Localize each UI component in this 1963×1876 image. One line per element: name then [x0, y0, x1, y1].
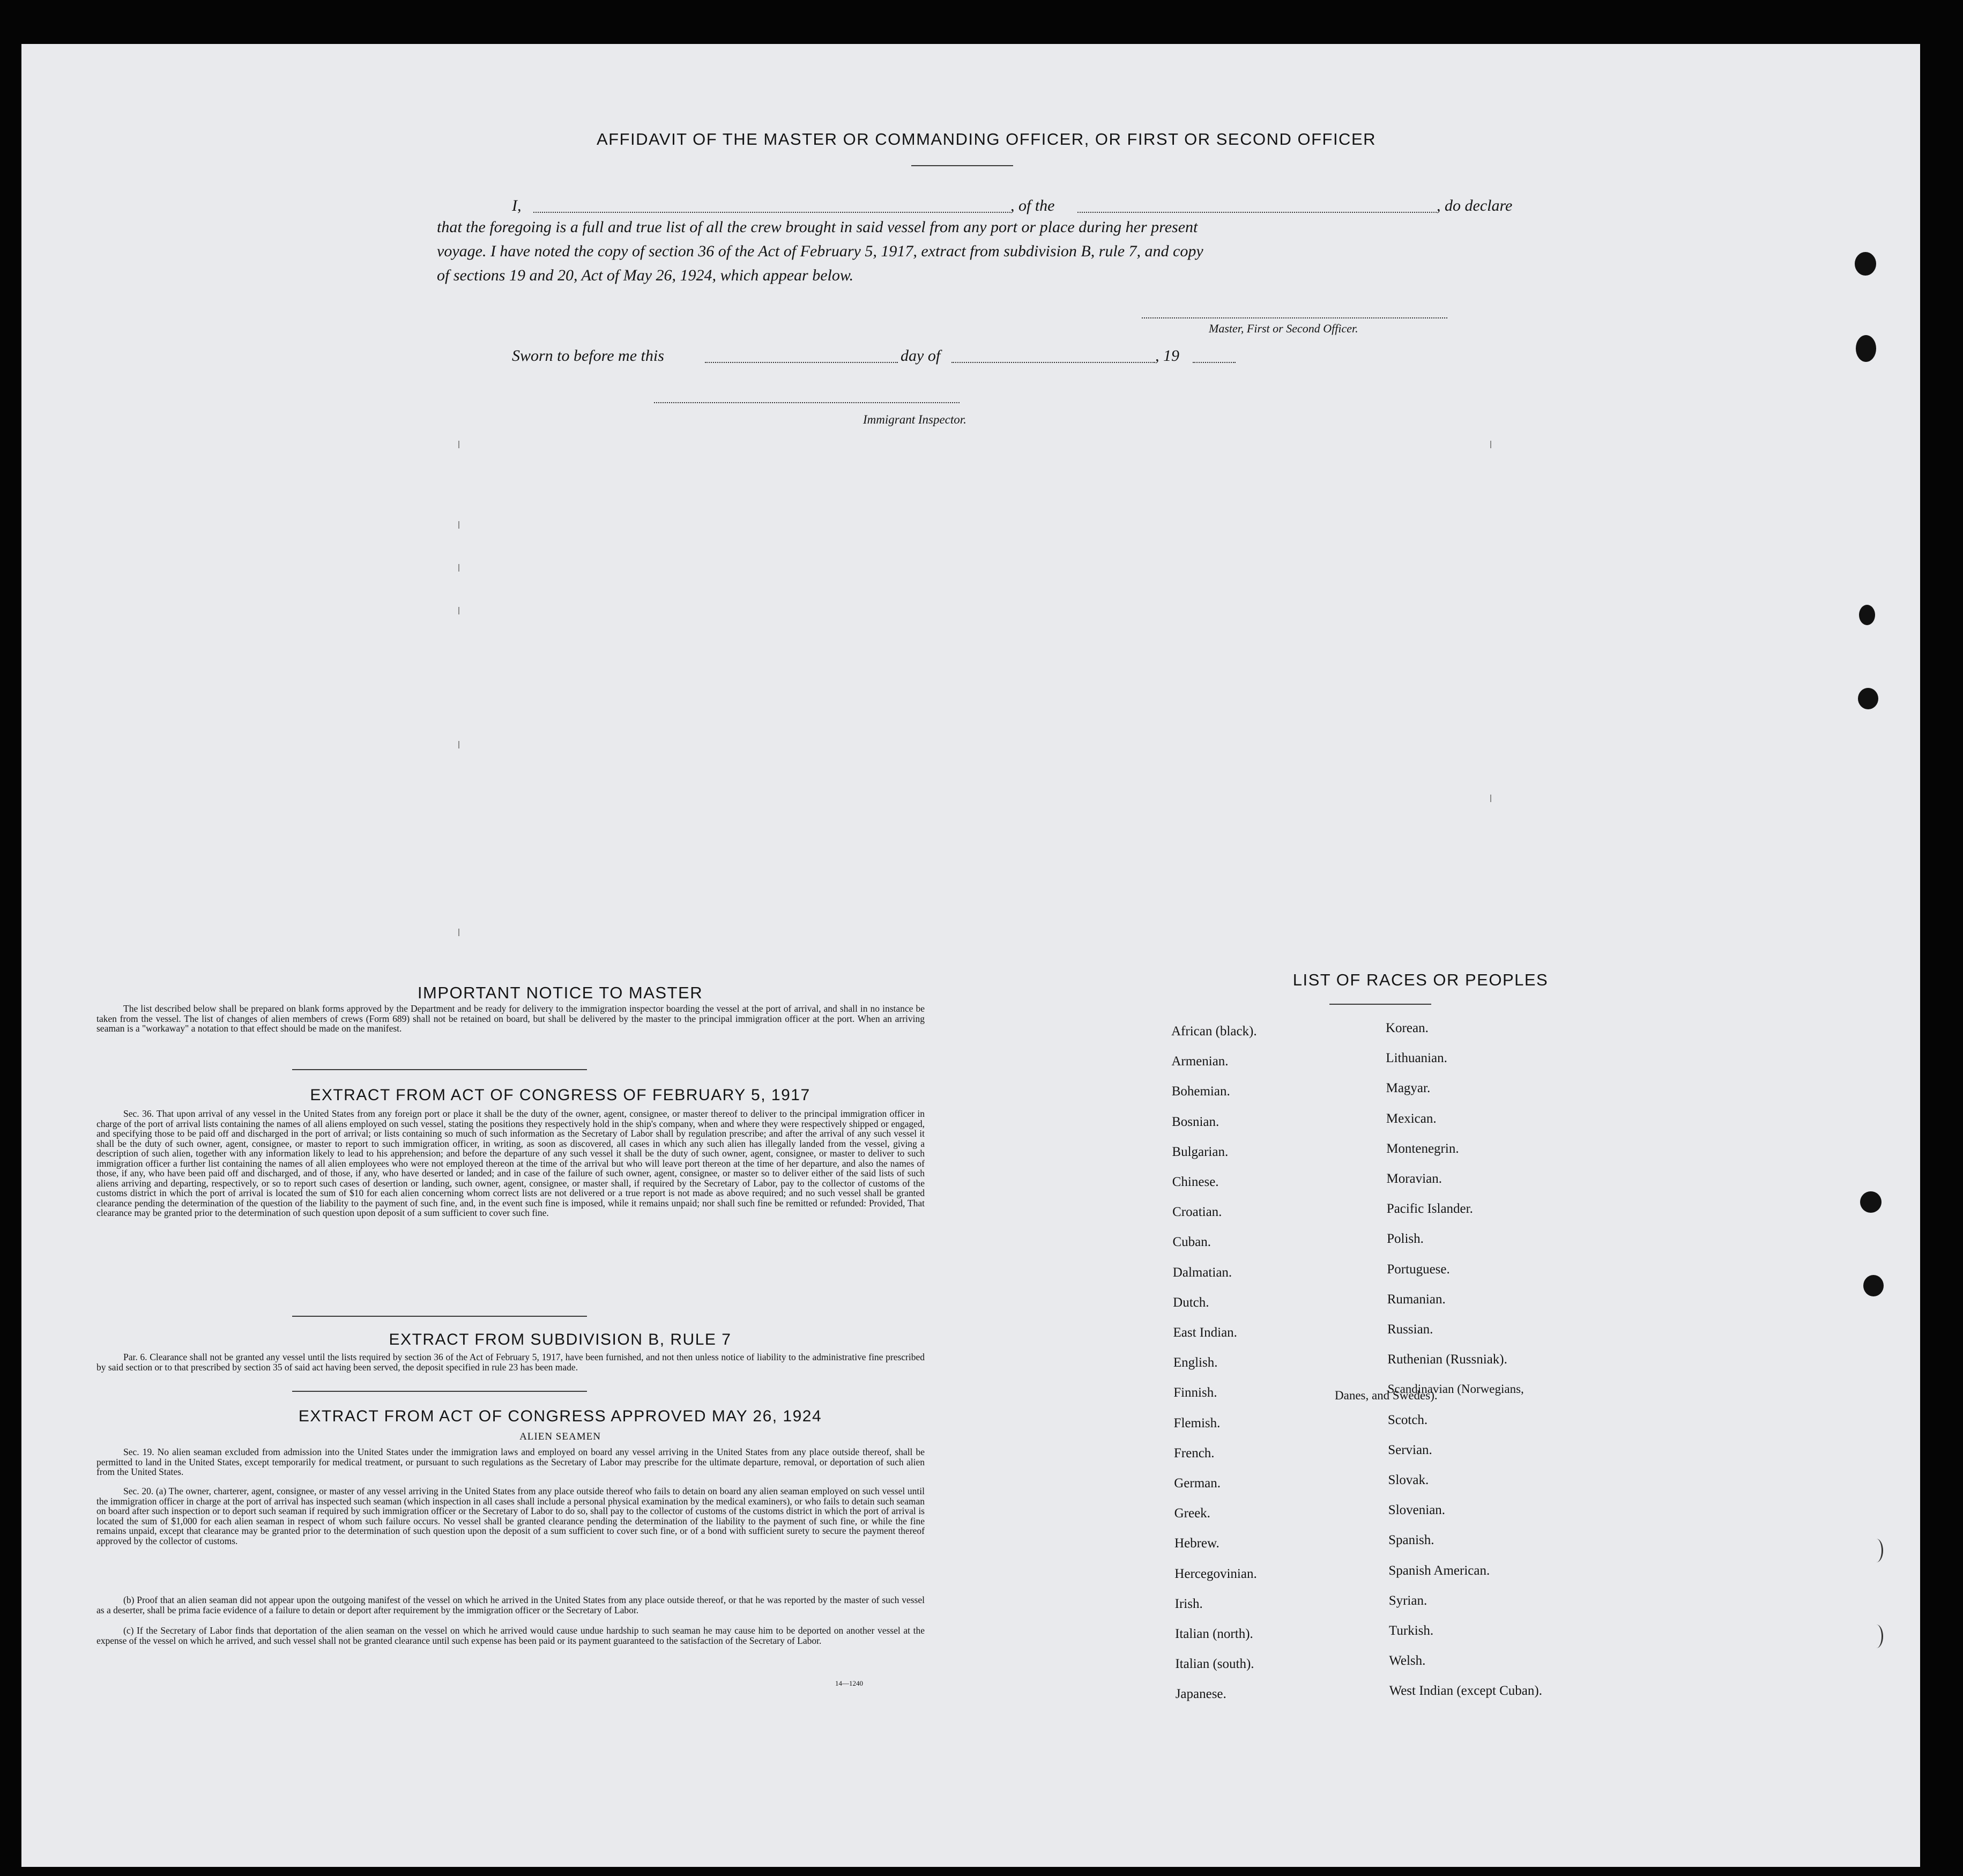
mark	[458, 441, 459, 448]
inspector-signature-field[interactable]	[654, 402, 960, 403]
race-item-left: Dutch.	[1173, 1295, 1209, 1310]
form-number: 14—1240	[835, 1679, 863, 1687]
affidavit-title-rule	[911, 165, 1013, 166]
race-item-right: Turkish.	[1389, 1623, 1434, 1638]
sworn-prefix: Sworn to before me this	[512, 347, 664, 365]
signature-label: Master, First or Second Officer.	[1209, 322, 1358, 335]
binder-hole-edge	[1870, 1539, 1883, 1562]
race-item-right: Spanish American.	[1388, 1563, 1490, 1578]
sworn-year-field[interactable]	[1193, 362, 1236, 363]
race-item-right: Russian.	[1387, 1322, 1433, 1337]
race-item-left: Italian (south).	[1175, 1657, 1254, 1672]
binder-hole-edge	[1870, 1625, 1883, 1648]
races-title-rule	[1329, 1004, 1431, 1005]
race-item-left: Hebrew.	[1174, 1536, 1220, 1551]
race-item-right: Portuguese.	[1387, 1262, 1450, 1277]
race-item-right: Mexican.	[1386, 1111, 1437, 1126]
race-item-right: Ruthenian (Russniak).	[1387, 1352, 1507, 1367]
race-item-left: Armenian.	[1171, 1054, 1229, 1069]
affidavit-line2: that the foregoing is a full and true list of all the crew brought in said vessel from any port or place during her present	[437, 218, 1198, 236]
affidavit-i: I,	[512, 197, 522, 214]
mark	[1490, 441, 1491, 448]
race-item-left: English.	[1173, 1355, 1218, 1370]
binder-hole	[1858, 688, 1878, 709]
race-item-right: Polish.	[1387, 1232, 1424, 1247]
sec19-body: Sec. 19. No alien seaman excluded from admission into the United States under the immigration laws and employed on board any vessel arriving in the United States from any place outside thereof, shall be permitted to land in the United States, except temporarily for medical treatment, or pursuant to such regulations as the Secretary of Labor may prescribe for the ultimate departure, removal, or deportation of such alien from the United States.	[96, 1447, 925, 1477]
binder-hole	[1859, 605, 1875, 625]
inspector-label: Immigrant Inspector.	[863, 413, 966, 426]
race-item-left: Bosnian.	[1172, 1114, 1220, 1129]
sworn-year: , 19	[1155, 347, 1179, 365]
mark	[458, 607, 459, 614]
binder-hole	[1855, 252, 1876, 276]
race-item-right: Welsh.	[1389, 1653, 1426, 1669]
race-item-left: Japanese.	[1175, 1687, 1226, 1702]
sworn-day-of: day of	[901, 347, 941, 365]
race-item-right: Lithuanian.	[1386, 1051, 1447, 1066]
extract-1917-rule	[292, 1316, 587, 1317]
mark	[1490, 795, 1491, 802]
race-item-left: Dalmatian.	[1172, 1265, 1232, 1280]
race-item-right: Slovenian.	[1388, 1503, 1446, 1518]
race-item-left: Irish.	[1174, 1596, 1203, 1611]
race-item-left: Italian (north).	[1175, 1627, 1253, 1641]
race-item-right: West Indian (except Cuban).	[1389, 1684, 1542, 1699]
sworn-line	[490, 347, 1241, 368]
race-item-right: Spanish.	[1388, 1533, 1434, 1548]
vessel-name-field[interactable]	[1077, 212, 1437, 213]
race-item-left: Croatian.	[1172, 1205, 1222, 1220]
race-item-left: Greek.	[1174, 1506, 1210, 1521]
rule7-rule	[292, 1391, 587, 1392]
notice-title: IMPORTANT NOTICE TO MASTER	[417, 983, 703, 1002]
sworn-day-field[interactable]	[705, 362, 898, 363]
affidavit-do-declare: , do declare	[1437, 197, 1513, 214]
affidavit-of-the: , of the	[1010, 197, 1055, 214]
rule7-title: EXTRACT FROM SUBDIVISION B, RULE 7	[389, 1331, 732, 1348]
race-item-left: Flemish.	[1173, 1415, 1221, 1430]
mark	[458, 521, 459, 529]
race-item-right: Servian.	[1388, 1442, 1432, 1457]
race-item-right: Scandinavian (Norwegians,	[1387, 1382, 1524, 1396]
notice-rule	[292, 1069, 587, 1070]
affidavit-title: AFFIDAVIT OF THE MASTER OR COMMANDING OFFICER, OR FIRST OR SECOND OFFICER	[596, 130, 1377, 149]
affidavit-line4: of sections 19 and 20, Act of May 26, 1924, which appear below.	[437, 266, 854, 284]
extract-1924-title: EXTRACT FROM ACT OF CONGRESS APPROVED MAY 26, 1924	[298, 1407, 822, 1425]
race-item-right: Pacific Islander.	[1386, 1202, 1473, 1217]
race-item-left: German.	[1174, 1476, 1221, 1491]
master-signature-field[interactable]	[1142, 317, 1447, 318]
race-item-right: Slovak.	[1388, 1473, 1429, 1487]
alien-seamen-subtitle: ALIEN SEAMEN	[519, 1431, 601, 1442]
race-item-left: French.	[1173, 1445, 1215, 1460]
extract-1917-title: EXTRACT FROM ACT OF CONGRESS OF FEBRUARY 5, 1917	[310, 1086, 811, 1104]
race-item-left: Hercegovinian.	[1174, 1566, 1257, 1581]
sworn-month-field[interactable]	[951, 362, 1155, 363]
race-item-right: Montenegrin.	[1386, 1141, 1459, 1156]
race-item-right: Syrian.	[1388, 1593, 1427, 1608]
race-item-right: Magyar.	[1386, 1081, 1431, 1096]
mark	[458, 741, 459, 748]
race-item-left: Finnish.	[1173, 1385, 1217, 1400]
race-item-left: Chinese.	[1172, 1175, 1219, 1189]
races-title: LIST OF RACES OR PEOPLES	[1292, 970, 1549, 989]
race-item-left: Cuban.	[1172, 1235, 1211, 1250]
rule7-body: Par. 6. Clearance shall not be granted any vessel until the lists required by section 36 of the Act of February 5, 1917, have been furnished, and not then unless notice of liability to the administrative fine prescribed by said section or to that prescribed by section 35 of said act having been served, the deposit specified in rule 23 has been made.	[96, 1352, 925, 1373]
affidavit-line1	[490, 197, 1514, 218]
extract-1917-body: Sec. 36. That upon arrival of any vessel in the United States from any foreign port or place it shall be the duty of the owner, agent, consignee, or master thereof to deliver to the principal immigration officer in charge of the port of arrival lists containing the names of all aliens employed on such vessel, stating the positions they respectively hold in the ship's company, when and where they were respectively shipped or engaged, and specifying those to be paid off and discharged in the port of arrival; or lists containing so much of such information as the Secretary of Labor shall by regulation prescribe; and after the arrival of any such vessel it shall be the duty of such owner, agent, consignee, or master to report to such immigration officer, in writing, as soon as discovered, all cases in which any such alien has illegally landed from the vessel, giving a description of such alien, together with any information likely to lead to his apprehension; and before the departure of any such vessel it shall be the duty of such owner, agent, consignee, or master to deliver to such immigration officer a further list containing the names of all alien employees who were not employed thereon at the time of the arrival but who will leave port thereon at the time of her departure, and also the names of those, if any, who have been paid off and discharged, and of those, if any, who have deserted or landed; and in case of the failure of such owner, agent, consignee, or master so to deliver either of the said lists of such aliens arriving and departing, respectively, or so to report such cases of desertion or landing, such owner, agent, consignee, or master shall, if required by the Secretary of Labor, pay to the collector of customs of the customs district in which the port of arrival is located the sum of $10 for each alien concerning whom correct lists are not delivered or a true report is not made as above required; and no such vessel shall be granted clearance pending the determination of the question of the liability to the payment of such fine, and, in the event such fine is imposed, while it remains unpaid; nor shall such fine be remitted or refunded: Provided, That clearance may be granted prior to the determination of such question upon deposit of a sum sufficient to cover such fine.	[96, 1108, 925, 1218]
affidavit-line3: voyage. I have noted the copy of section 36 of the Act of February 5, 1917, extract from subdivision B, rule 7, and copy	[437, 242, 1203, 260]
sec20b-body: (b) Proof that an alien seaman did not appear upon the outgoing manifest of the vessel on which he arrived in the United States from any place outside thereof, or that he was reported by the master of such vessel as a deserter, shall be prima facie evidence of a failure to detain or deport after requirement by the immigration officer or the Secretary of Labor.	[96, 1595, 925, 1615]
notice-body: The list described below shall be prepared on blank forms approved by the Department and be ready for delivery to the immigration inspector boarding the vessel at the port of arrival, and shall in no instance be taken from the vessel. The list of changes of alien members of crews (Form 689) shall not be retained on board, but shall be delivered by the master to the principal immigration officer at the port. When an arriving seaman is a "workaway" a notation to that effect should be made on the manifest.	[96, 1003, 925, 1034]
mark	[458, 929, 459, 936]
race-item-left: Bulgarian.	[1172, 1144, 1229, 1159]
sec20a-body: Sec. 20. (a) The owner, charterer, agent, consignee, or master of any vessel arriving in the United States from any place outside thereof who fails to detain on board any alien seaman employed on such vessel until the immigration officer in charge at the port of arrival has inspected such seaman (which inspection in all cases shall include a personal physical examination by the medical examiners), or who fails to detain such seaman on board after such inspection or to deport such seaman if required by such immigration officer or the Secretary of Labor to do so, shall pay to the collector of customs of the customs district in which the port of arrival is located the sum of $1,000 for each alien seaman in respect of whom such failure occurs. No vessel shall be granted clearance pending the determination of the liability to the payment of such fine, or while the fine remains unpaid, except that clearance may be granted prior to the determination of such question upon the deposit of a sum sufficient to cover such fine, or of a bond with sufficient surety to secure the payment thereof approved by the collector of customs.	[96, 1486, 925, 1546]
race-scandinavian-continued: Danes, and Swedes).	[1335, 1389, 1438, 1402]
binder-hole	[1863, 1275, 1884, 1296]
master-name-field[interactable]	[533, 212, 1010, 213]
race-item-right: Scotch.	[1387, 1412, 1428, 1427]
form-page	[21, 44, 1920, 1867]
mark	[458, 564, 459, 572]
race-item-left: East Indian.	[1173, 1325, 1237, 1340]
binder-hole	[1856, 335, 1876, 362]
binder-hole	[1860, 1191, 1882, 1213]
race-item-right: Rumanian.	[1387, 1292, 1446, 1307]
race-item-right: Korean.	[1386, 1021, 1429, 1035]
race-item-left: African (black).	[1171, 1024, 1257, 1039]
race-item-right: Moravian.	[1386, 1171, 1442, 1186]
race-item-left: Bohemian.	[1171, 1084, 1230, 1099]
sec20c-body: (c) If the Secretary of Labor finds that deportation of the alien seaman on the vessel on which he arrived would cause undue hardship to such seaman he may cause him to be deported on another vessel at the expense of the vessel on which he arrived, and such vessel shall not be granted clearance until such expense has been paid or its payment guaranteed to the satisfaction of the Secretary of Labor.	[96, 1625, 925, 1646]
